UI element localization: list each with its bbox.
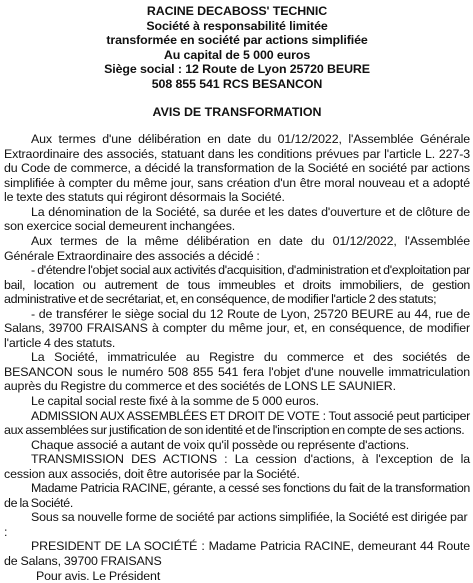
paragraph-registration: La Société, immatriculée au Registre du commerce et des sociétés de BESANCON sous le numéro 508 855 541 fera l'objet d'une nouvelle immatriculation auprès du Registre du commerce et des sociétés de LONS LE SAUNIER. xyxy=(4,350,470,394)
paragraph-manager-ceased: Madame Patricia RACINE, gérante, a cessé ses fonctions du fait de la transformation de la Société. xyxy=(4,481,470,510)
company-capital: Au capital de 5 000 euros xyxy=(163,47,311,62)
notice-title: AVIS DE TRANSFORMATION xyxy=(152,104,322,119)
paragraph-extend-purpose: - d'étendre l'objet social aux activités d'acquisition, d'administration et d'exploitation par bail, location ou autrement de tous immeubles et droits immobiliers, de gestion administrative et de secrétariat, et, en conséquence, de modifier l'article 2 des statuts; xyxy=(4,263,470,307)
paragraph-transformation-decision: Aux termes d'une délibération en date du 01/12/2022, l'Assemblée Générale Extraordinaire des associés, statuant dans les conditions prévues par l'article L. 227-3 du Code de commerce, a décidé la transformation de la Société en société par actions simplifiée à compter du même jour, sans création d'un être moral nouveau et a adopté le texte des statuts qui régiront désormais la Société. xyxy=(4,132,470,205)
paragraph-capital: Le capital social reste fixé à la somme de 5 000 euros. xyxy=(31,394,319,408)
paragraph-unchanged-terms: La dénomination de la Société, sa durée et les dates d'ouverture et de clôture de son exercice social demeurent inchangées. xyxy=(4,204,470,234)
paragraph-admission-voting: ADMISSION AUX ASSEMBLÉES ET DROIT DE VOTE : Tout associé peut participer aux assemblées sur justification de son identité et de l'inscription en compte de ses actions. xyxy=(4,408,470,438)
paragraph-signature: Pour avis. Le Président xyxy=(36,568,161,583)
paragraph-same-deliberation: Aux termes de la même délibération en date du 01/12/2022, l'Assemblée Générale Extraordinaire des associés a décidé : xyxy=(4,233,470,263)
paragraph-transfer-seat: - de transférer le siège social du 12 Route de Lyon, 25720 BEURE au 44, rue de Salans, 39700 FRAISANS à compter du même jour, et, en conséquence, de modifier l'article 4 des statuts. xyxy=(4,306,470,350)
paragraph-share-transfer: TRANSMISSION DES ACTIONS : La cession d'actions, à l'exception de la cession aux associés, doit être autorisée par la Société. xyxy=(4,452,470,481)
paragraph-votes: Chaque associé a autant de voix qu'il possède ou représente d'actions. xyxy=(31,437,410,452)
company-rcs-number: 508 855 541 RCS BESANCON xyxy=(151,76,323,91)
paragraph-president: PRESIDENT DE LA SOCIÉTÉ : Madame Patricia RACINE, demeurant 44 Route de Salans, 39700 FRAISANS xyxy=(4,539,470,569)
notice-body xyxy=(4,132,470,583)
paragraph-new-form-direction: Sous sa nouvelle forme de société par actions simplifiée, la Société est dirigée par : xyxy=(4,510,468,539)
company-legal-form: Société à responsabilité limitée xyxy=(146,18,328,33)
company-name: RACINE DECABOSS' TECHNIC xyxy=(146,4,328,18)
company-header xyxy=(4,4,470,92)
company-transformation-line: transformée en société par actions simplifiée xyxy=(106,33,368,48)
company-registered-office: Siège social : 12 Route de Lyon 25720 BEURE xyxy=(104,62,370,77)
